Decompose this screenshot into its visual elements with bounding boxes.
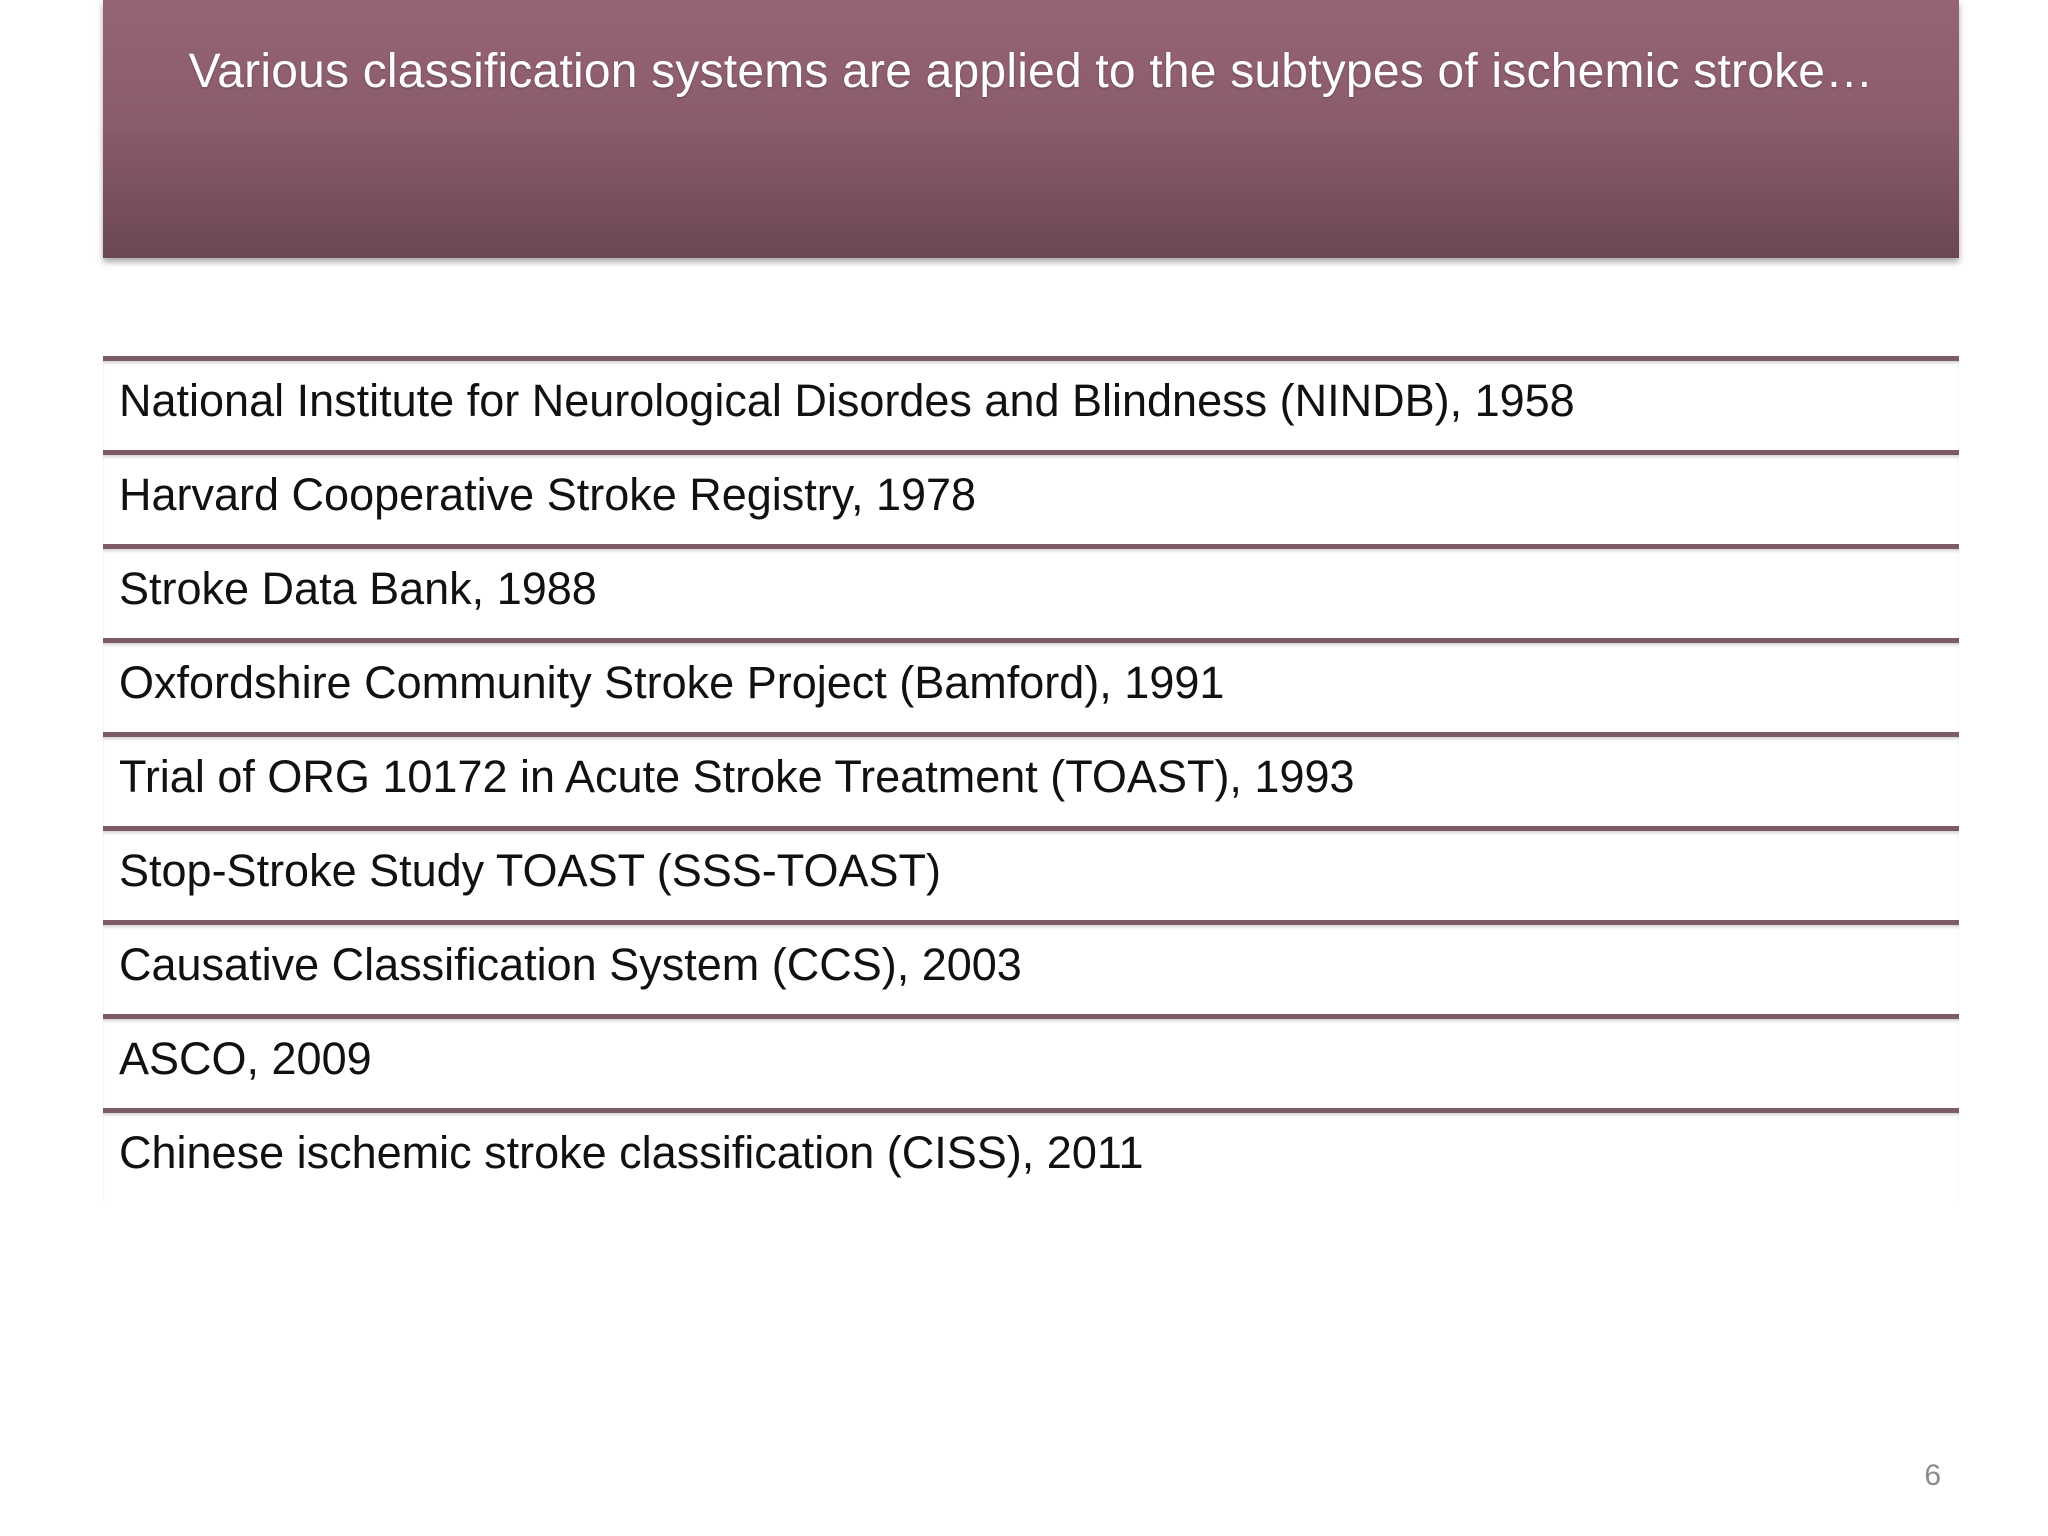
list-item: Harvard Cooperative Stroke Registry, 1978 bbox=[103, 450, 1959, 544]
list-item: ASCO, 2009 bbox=[103, 1014, 1959, 1108]
list-item: National Institute for Neurological Disordes and Blindness (NINDB), 1958 bbox=[103, 356, 1959, 450]
slide-title: Various classification systems are applied to the subtypes of ischemic stroke… bbox=[188, 44, 1874, 98]
list-item: Trial of ORG 10172 in Acute Stroke Treatment (TOAST), 1993 bbox=[103, 732, 1959, 826]
page-number: 6 bbox=[1924, 1459, 1941, 1492]
title-banner bbox=[103, 0, 1959, 258]
classification-list bbox=[103, 356, 1959, 1202]
list-item: Stop-Stroke Study TOAST (SSS-TOAST) bbox=[103, 826, 1959, 920]
list-item: Chinese ischemic stroke classification (CISS), 2011 bbox=[103, 1108, 1959, 1202]
list-item: Causative Classification System (CCS), 2003 bbox=[103, 920, 1959, 1014]
list-item: Oxfordshire Community Stroke Project (Bamford), 1991 bbox=[103, 638, 1959, 732]
list-item: Stroke Data Bank, 1988 bbox=[103, 544, 1959, 638]
